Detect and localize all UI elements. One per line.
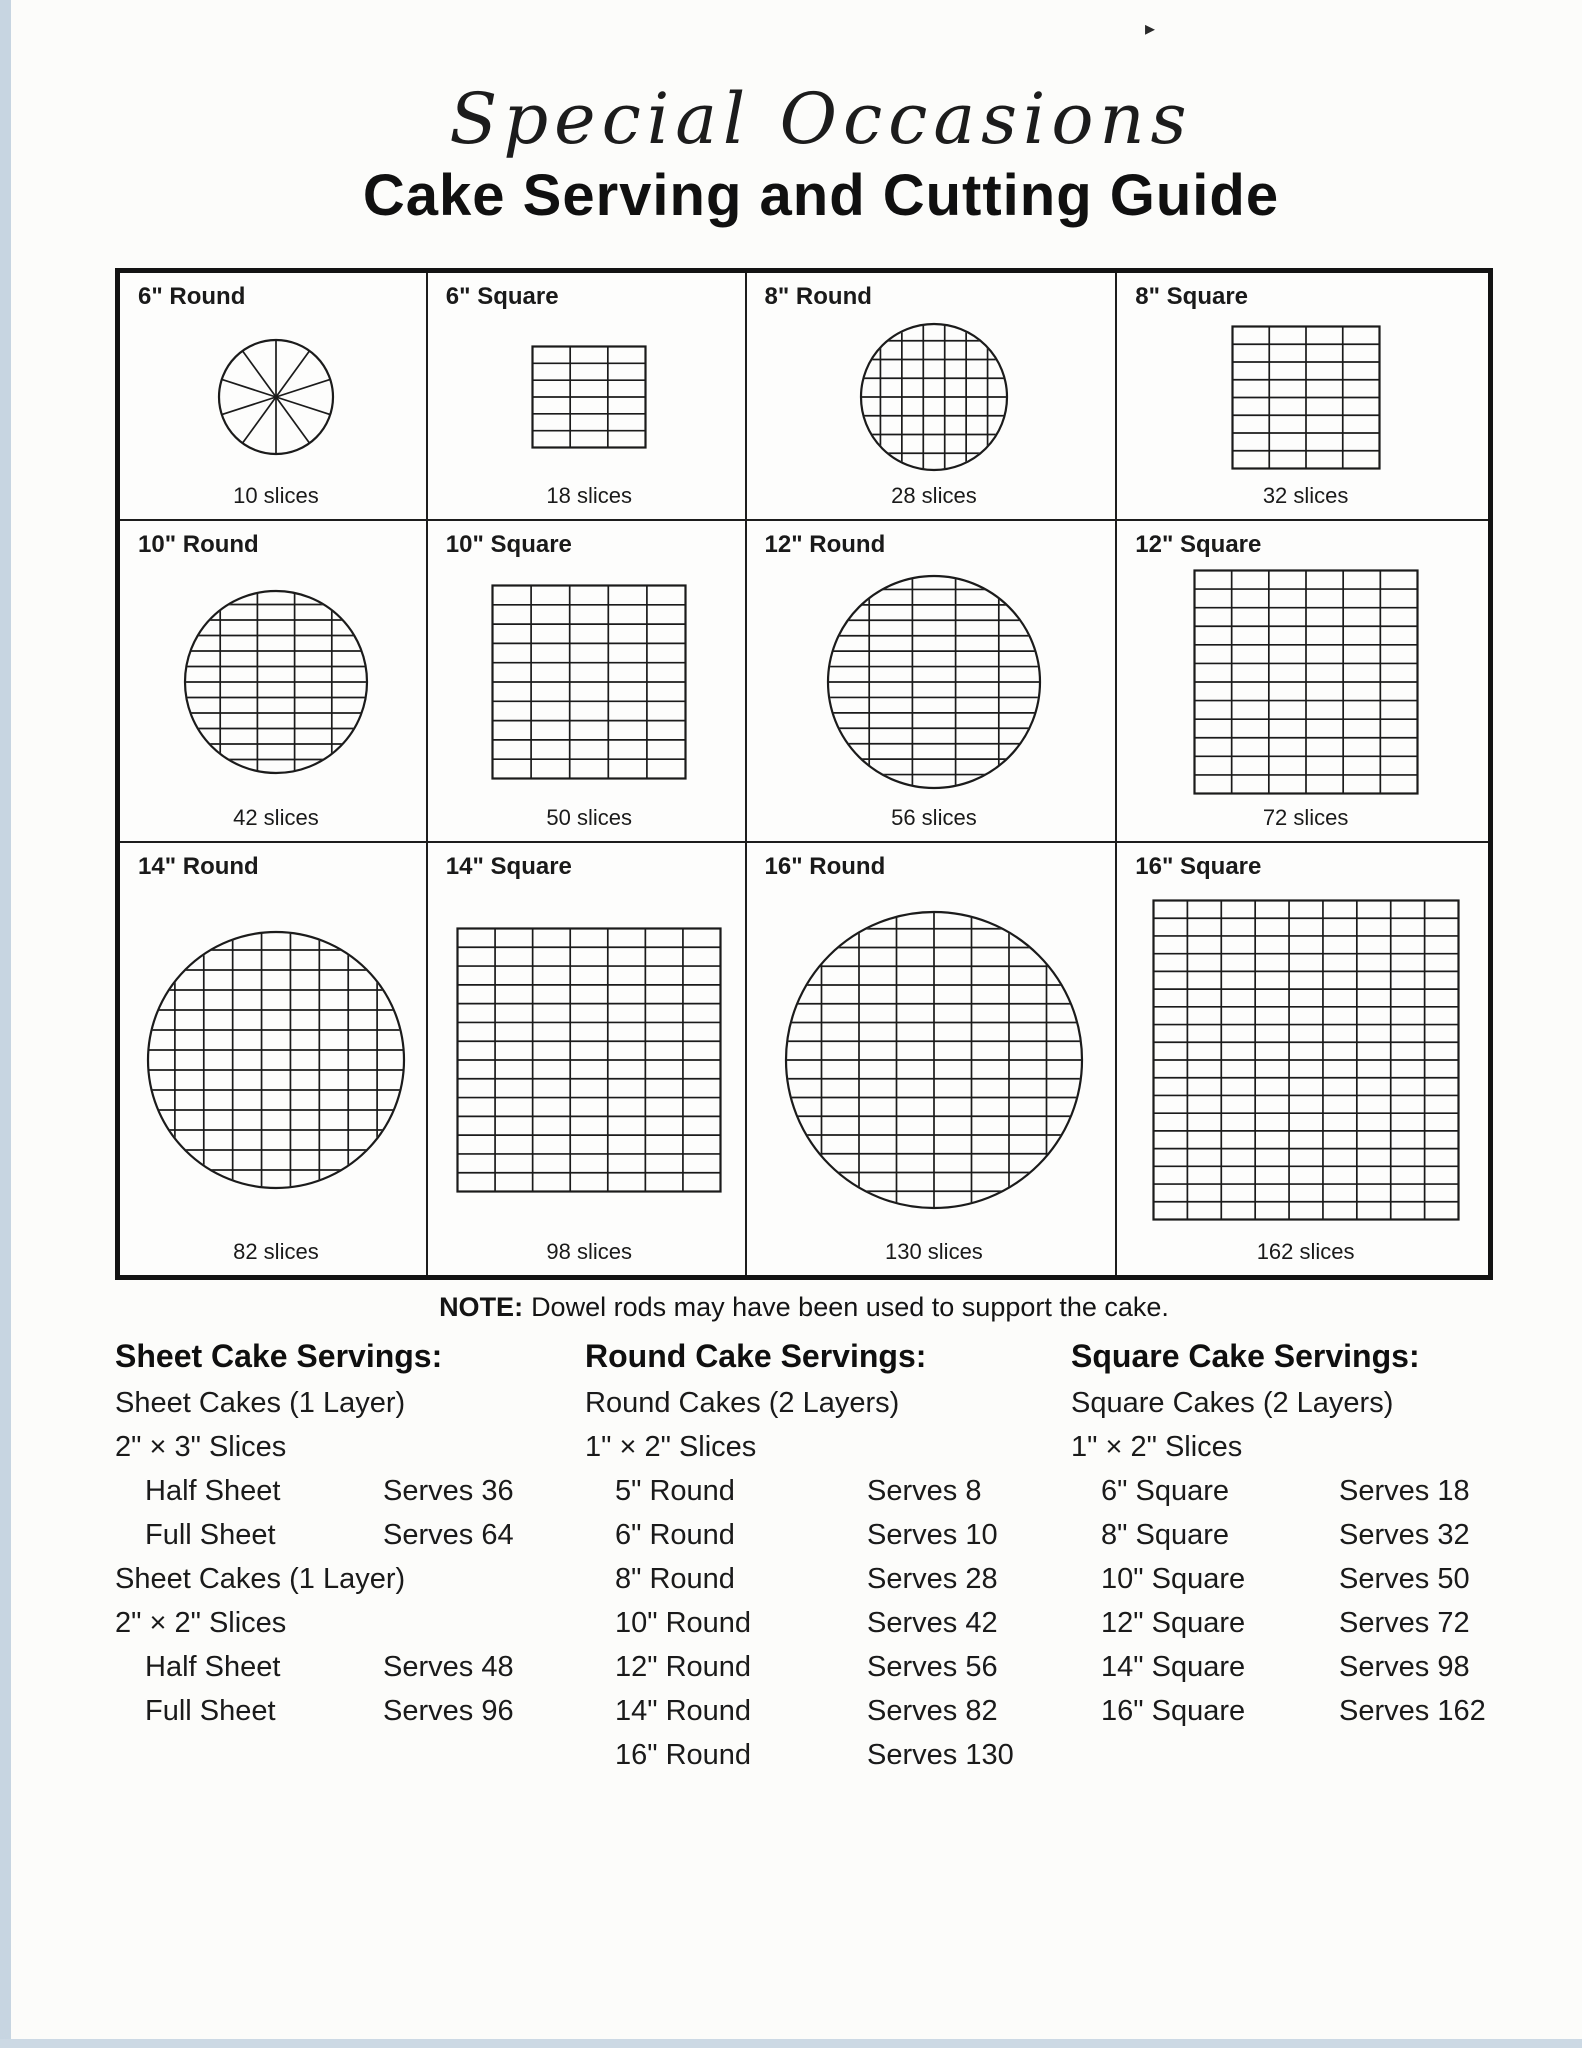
cake-size: 5" Round: [615, 1475, 735, 1507]
cake-size: 6" Square: [1101, 1475, 1229, 1507]
slice-count-label: 28 slices: [891, 483, 977, 508]
section-heading: Square Cake Servings:: [1071, 1338, 1420, 1374]
cake-type-line: Sheet Cakes (1 Layer): [115, 1563, 406, 1595]
slice-size-line: 1" × 2" Slices: [585, 1431, 757, 1463]
slice-count-label: 50 slices: [546, 805, 632, 830]
serving-row: [1071, 1645, 1541, 1689]
serving-row: [585, 1469, 1053, 1513]
slice-count-label: 18 slices: [546, 483, 632, 508]
cake-size-label: 12" Square: [1135, 531, 1262, 558]
cake-size-label: 16" Square: [1135, 853, 1262, 880]
cell-12-square: [1117, 521, 1488, 843]
serving-row: [585, 1733, 1053, 1777]
serving-row: [585, 1557, 1053, 1601]
serving-row: [585, 1601, 1053, 1645]
cake-size: 6" Round: [615, 1519, 735, 1551]
serving-row: [1071, 1601, 1541, 1645]
serves-count: Serves 162: [1339, 1695, 1486, 1727]
serves-count: Serves 8: [867, 1475, 982, 1507]
cake-type-line: Square Cakes (2 Layers): [1071, 1387, 1394, 1419]
cake-size: Half Sheet: [145, 1651, 281, 1683]
slice-count-label: 42 slices: [233, 805, 319, 830]
cake-diagram-12-round: [765, 559, 1104, 805]
slice-count-label: 72 slices: [1262, 805, 1349, 830]
serves-count: Serves 36: [383, 1475, 514, 1507]
slice-count-label: 82 slices: [233, 1239, 319, 1264]
serving-row: [1071, 1557, 1541, 1601]
serves-count: Serves 98: [1339, 1651, 1470, 1683]
serving-row: [1071, 1469, 1541, 1513]
script-title: Special Occasions: [449, 78, 1193, 160]
cake-size: Full Sheet: [145, 1695, 276, 1727]
cell-16-round: [747, 843, 1118, 1275]
square-cake-servings: [1071, 1338, 1541, 1777]
slice-count-label: 162 slices: [1256, 1239, 1355, 1264]
cell-6-round: [120, 273, 428, 521]
cake-diagram-16-round: [765, 881, 1104, 1239]
cake-size: 10" Round: [615, 1607, 752, 1639]
slice-size-line: 2" × 3" Slices: [115, 1431, 287, 1463]
cell-6-square: [428, 273, 747, 521]
servings-section: [115, 1338, 1555, 1777]
cake-size: 8" Round: [615, 1563, 735, 1595]
serves-count: Serves 64: [383, 1519, 514, 1551]
cell-16-square: [1117, 843, 1488, 1275]
cake-size-label: 8" Square: [1135, 283, 1249, 310]
cake-size-label: 10" Round: [138, 531, 259, 558]
slice-count-label: 130 slices: [884, 1239, 983, 1264]
serving-row: [115, 1645, 567, 1689]
serves-count: Serves 42: [867, 1607, 998, 1639]
serves-count: Serves 96: [383, 1695, 514, 1727]
cell-10-round: [120, 521, 428, 843]
serves-count: Serves 56: [867, 1651, 998, 1683]
cake-size: Half Sheet: [145, 1475, 281, 1507]
serves-count: Serves 50: [1339, 1563, 1470, 1595]
cake-diagram-16-square: [1135, 881, 1476, 1239]
serving-row: [1071, 1513, 1541, 1557]
cake-size-label: 6" Round: [138, 283, 246, 310]
serving-row: [585, 1513, 1053, 1557]
slice-size-line: 1" × 2" Slices: [1071, 1431, 1243, 1463]
page-title: Cake Serving and Cutting Guide: [362, 163, 1280, 228]
cake-size: 14" Round: [615, 1695, 752, 1727]
cake-size: Full Sheet: [145, 1519, 276, 1551]
round-cake-servings: [585, 1338, 1053, 1777]
cake-size: 8" Square: [1101, 1519, 1229, 1551]
note-label: NOTE:: [439, 1292, 524, 1322]
cake-type-line: Round Cakes (2 Layers): [585, 1387, 900, 1419]
cake-size: 16" Square: [1101, 1695, 1246, 1727]
cake-diagram-8-square: [1135, 311, 1476, 483]
serving-row: [585, 1645, 1053, 1689]
cell-8-round: [747, 273, 1118, 521]
slice-size-line: 2" × 2" Slices: [115, 1607, 287, 1639]
serves-count: Serves 32: [1339, 1519, 1470, 1551]
cake-diagram-10-round: [138, 559, 414, 805]
serves-count: Serves 18: [1339, 1475, 1470, 1507]
section-heading: Sheet Cake Servings:: [115, 1338, 443, 1374]
cake-size-label: 12" Round: [764, 531, 886, 558]
slice-count-label: 32 slices: [1262, 483, 1349, 508]
serves-count: Serves 72: [1339, 1607, 1470, 1639]
cake-size: 16" Round: [615, 1739, 752, 1771]
cake-type-line: Sheet Cakes (1 Layer): [115, 1387, 406, 1419]
cell-14-round: [120, 843, 428, 1275]
cake-diagram-14-square: [446, 881, 733, 1239]
cake-size: 12" Square: [1101, 1607, 1246, 1639]
scan-artifact: ▸: [1145, 18, 1156, 40]
slice-count-label: 10 slices: [233, 483, 319, 508]
page-header: [30, 78, 1582, 229]
serving-row: [115, 1469, 567, 1513]
serving-row: [585, 1689, 1053, 1733]
cell-12-round: [747, 521, 1118, 843]
cake-size-label: 10" Square: [445, 531, 572, 558]
serves-count: Serves 48: [383, 1651, 514, 1683]
serving-row: [115, 1689, 567, 1733]
cake-size: 14" Square: [1101, 1651, 1246, 1683]
cake-size: 12" Round: [615, 1651, 752, 1683]
cake-diagram-6-square: [446, 311, 733, 483]
cake-size-label: 6" Square: [445, 283, 559, 310]
serves-count: Serves 28: [867, 1563, 998, 1595]
cake-diagram-10-square: [446, 559, 733, 805]
cake-size: 10" Square: [1101, 1563, 1246, 1595]
cake-size-label: 14" Round: [138, 853, 259, 880]
cake-size-label: 14" Square: [445, 853, 572, 880]
cake-diagram-6-round: [138, 311, 414, 483]
cell-10-square: [428, 521, 747, 843]
serving-row: [1071, 1689, 1541, 1733]
note-text: Dowel rods may have been used to support the cake.: [531, 1292, 1169, 1322]
sheet-cake-servings: [115, 1338, 567, 1777]
cake-size-label: 16" Round: [764, 853, 886, 880]
slice-count-label: 56 slices: [891, 805, 977, 830]
scan-edge-bottom: [0, 2039, 1582, 2048]
cell-8-square: [1117, 273, 1488, 521]
cutting-guide-table: [115, 268, 1493, 1280]
cake-diagram-14-round: [138, 881, 414, 1239]
cake-diagram-12-square: [1135, 559, 1476, 805]
serves-count: Serves 10: [867, 1519, 998, 1551]
cake-diagram-8-round: [765, 311, 1104, 483]
cake-size-label: 8" Round: [764, 283, 872, 310]
section-heading: Round Cake Servings:: [585, 1338, 927, 1374]
serving-row: [115, 1513, 567, 1557]
slice-count-label: 98 slices: [546, 1239, 632, 1264]
dowel-note: [115, 1292, 1493, 1323]
serves-count: Serves 82: [867, 1695, 998, 1727]
scan-edge-left: [0, 0, 11, 2048]
cell-14-square: [428, 843, 747, 1275]
serves-count: Serves 130: [867, 1739, 1014, 1771]
